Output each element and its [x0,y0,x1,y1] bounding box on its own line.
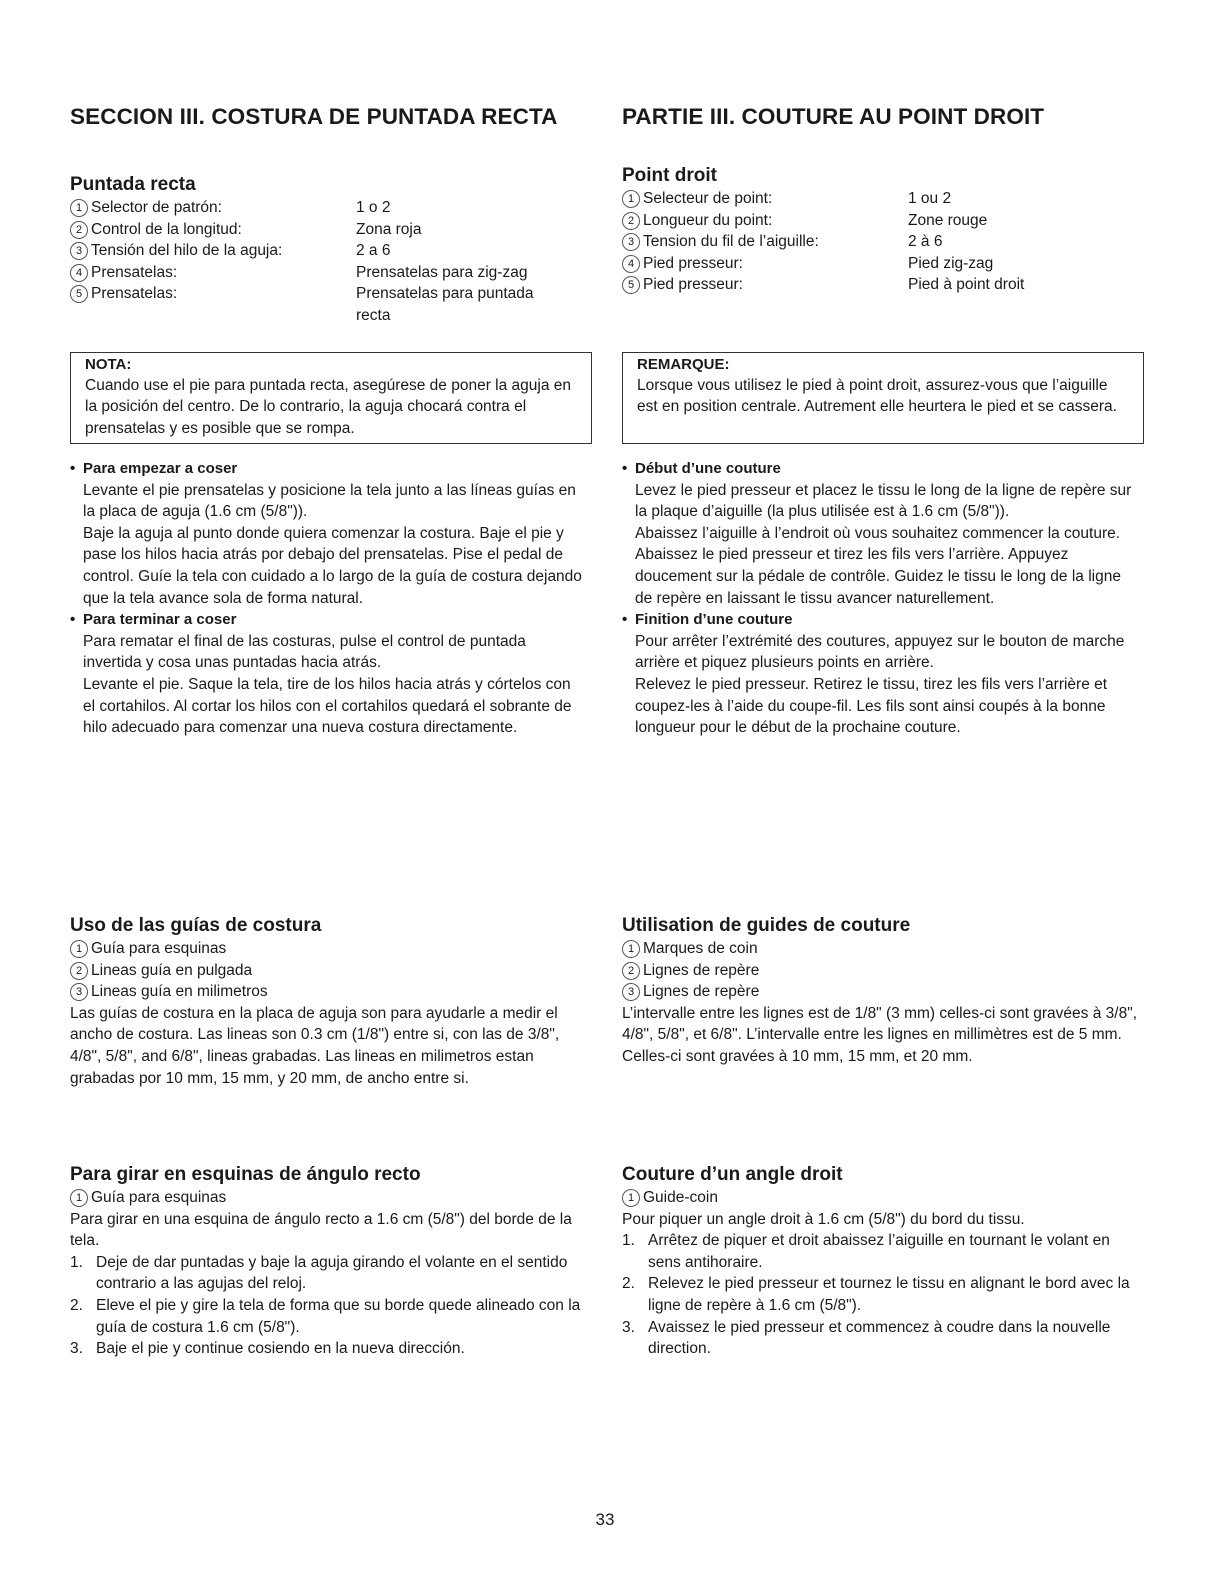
number-2-icon: 2 [70,221,88,239]
seam-guides-fr: Utilisation de guides de couture 1 Marques de coin 2 Lignes de repère 3 Lignes de repère L’intervalle entre les lignes est de 1/8" (3 mm) celles-ci sont gravées à 3/8", 4/8", 5/8", et 6/8". L’intervalle entre les lignes en millimètres est de 5 mm. Celles-ci sont gravées à 10 mm, 15 mm, et 20 mm. [622,914,1142,1068]
right-angle-corner-es: Para girar en esquinas de ángulo recto 1 Guía para esquinas Para girar en una esquina de ángulo recto a 1.6 cm (5/8") del borde de la tela. 1. Deje de dar puntadas y baje la aguja girando el volante en el sentido contrario a las agujas del reloj. 2. Eleve el pie y gire la tela de forma que su borde quede alineado con la guía de costura 1.6 cm (5/8"). 3. Baje el pie y continue cosiendo en la nueva dirección. [70,1163,585,1360]
section-heading-es: SECCION III. COSTURA DE PUNTADA RECTA [70,104,558,129]
note-box-fr [622,352,1144,444]
note-box-es [70,352,592,444]
number-1-icon: 1 [622,1189,640,1207]
bullet-icon: • [622,611,628,629]
start-sewing-title: Para empezar a coser [83,460,238,477]
subsection-title: Couture d’un angle droit [622,1164,843,1185]
number-4-icon: 4 [622,255,640,273]
number-3-icon: 3 [70,983,88,1001]
bullet-icon: • [70,611,76,629]
number-5-icon: 5 [70,285,88,303]
number-1-icon: 1 [70,1189,88,1207]
number-1-icon: 1 [622,940,640,958]
start-sewing-title: Début d’une couture [635,460,781,477]
number-2-icon: 2 [70,962,88,980]
number-2-icon: 2 [622,212,640,230]
bullet-icon: • [622,460,628,477]
note-title: NOTA: [85,356,132,373]
subsection-title: Point droit [622,165,717,186]
sewing-instructions-es: • Para empezar a coser Levante el pie prensatelas y posicione la tela junto a las líneas guías en la placa de aguja (1.6 cm (5/8")). Baje la aguja al punto donde quiera comenzar la costura. Baje el pie y pase los hilos hacia atrás por debajo del prensatelas. Pise el pedal de control. Guíe la tela con cuidado a lo largo de la guía de costura dejando que la tela avance sola de forma natural. • Para terminar a coser Para rematar el final de las costuras, pulse el control de puntada invertida y cosa unas puntadas hacia atrás. Levante el pie. Saque la tela, tire de los hilos hacia atrás y córtelos con el cortahilos. Al cortar los hilos con el cortahilos quedará el sobrante de hilo adecuado para comenzar una nueva costura directamente. [70,460,582,737]
subsection-title: Utilisation de guides de couture [622,915,911,936]
note-title: REMARQUE: [637,356,730,373]
number-1-icon: 1 [622,190,640,208]
note-text: Cuando use el pie para puntada recta, asegúrese de poner la aguja en la posición del centro. De lo contrario, la aguja chocará contra el prensatelas y es posible que se rompa. [85,377,572,437]
subsection-title: Uso de las guías de costura [70,915,322,936]
number-5-icon: 5 [622,276,640,294]
number-1-icon: 1 [70,199,88,217]
straight-stitch-es: Puntada recta 1 Selector de patrón: 1 o 2 2 Control de la longitud: Zona roja 3 Tensión del hilo de la aguja: 2 a 6 4 Prensatelas: Prensatelas para zig-zag 5 Prensatelas: Prensatelas para puntada recta [70,173,590,327]
page-number: 33 [595,1510,615,1529]
number-1-icon: 1 [70,940,88,958]
number-3-icon: 3 [622,233,640,251]
bullet-icon: • [70,460,76,477]
number-4-icon: 4 [70,264,88,282]
subsection-title: Para girar en esquinas de ángulo recto [70,1164,421,1185]
right-angle-corner-fr: Couture d’un angle droit 1 Guide-coin Pour piquer un angle droit à 1.6 cm (5/8") du bord du tissu. 1. Arrêtez de piquer et droit abaissez l’aiguille en tournant le volant en sens antihoraire. 2. Relevez le pied presseur et tournez le tissu en alignant le bord avec la ligne de repère à 1.6 cm (5/8"). 3. Avaissez le pied presseur et commencez à coudre dans la nouvelle direction. [622,1163,1144,1360]
section-heading-fr: PARTIE III. COUTURE AU POINT DROIT [622,104,1045,129]
straight-stitch-fr: Point droit 1 Selecteur de point: 1 ou 2 2 Longueur du point: Zone rouge 3 Tension du fil de l’aiguille: 2 à 6 4 Pied presseur: Pied zig-zag 5 Pied presseur: Pied à point droit [622,164,1142,296]
seam-guides-es: Uso de las guías de costura 1 Guía para esquinas 2 Lineas guía en pulgada 3 Lineas guía en milimetros Las guías de costura en la placa de aguja son para ayudarle a medir el ancho de costura. Las lineas son 0.3 cm (1/8") entre si, con las de 3/8", 4/8", 5/8", and 6/8", lineas grabadas. Las lineas en milimetros estan grabadas por 10 mm, 15 mm, y 20 mm, de ancho entre si. [70,914,575,1089]
finish-sewing-title: Para terminar a coser [83,611,237,629]
number-2-icon: 2 [622,962,640,980]
finish-sewing-title: Finition d’une couture [635,611,793,629]
note-text: Lorsque vous utilisez le pied à point droit, assurez-vous que l’aiguille est en position centrale. Autrement elle heurtera le pied et se cassera. [637,377,1117,416]
subsection-title: Puntada recta [70,174,196,195]
number-3-icon: 3 [70,242,88,260]
sewing-instructions-fr: • Début d’une couture Levez le pied presseur et placez le tissu le long de la ligne de repère sur la plaque d’aiguille (la plus utilisée est à 1.6 cm (5/8")). Abaissez l’aiguille à l’endroit où vous souhaitez commencer la couture. Abaissez le pied presseur et tirez les fils vers l’arrière. Appuyez doucement sur la pédale de contrôle. Guidez le tissu le long de la ligne de repère en laissant le tissu avancer naturellement. • Finition d’une couture Pour arrêter l’extrémité des coutures, appuyez sur le bouton de marche arrière et piquez plusieurs points en arrière. Relevez le pied presseur. Retirez le tissu, tirez les fils vers l’arrière et coupez-les à l’aide du coupe-fil. Les fils sont ainsi coupés à la bonne longueur pour le début de la prochaine couture. [622,460,1132,737]
number-3-icon: 3 [622,983,640,1001]
